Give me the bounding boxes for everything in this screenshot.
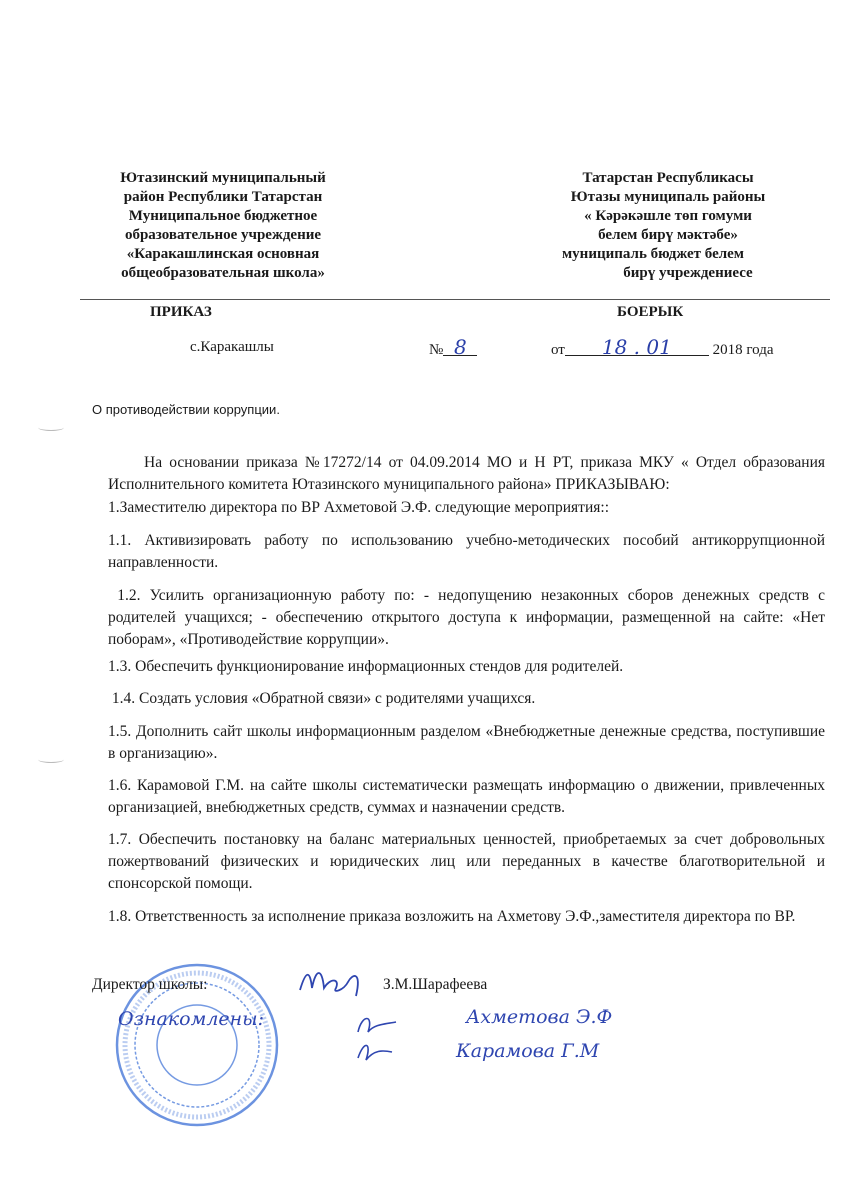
order-number	[429, 335, 477, 359]
acknowledged-signatures	[352, 1010, 402, 1070]
paragraph-1-7: 1.7. Обеспечить постановку на баланс материальных ценностей, приобретаемых за счет добровольных пожертвований физических и юридических лиц или переданных в качестве благотворительной и спонсорской помощи.	[108, 831, 825, 892]
date-value: 18 . 01	[565, 339, 709, 356]
year: 2018 года	[712, 342, 774, 358]
date-label: от	[551, 342, 565, 358]
order-date	[551, 335, 774, 359]
header-left-line: Ютазинский муниципальный	[120, 170, 326, 186]
preamble: На основании приказа №17272/14 от 04.09.2014 МО и Н РТ, приказа МКУ « Отдел образования Исполнительного комитета Ютазинского муниципального района» ПРИКАЗЫВАЮ:	[108, 454, 825, 493]
header-right-line: белем бирү мәктәбе»	[598, 227, 738, 243]
signature-name: З.М.Шарафеева	[383, 976, 488, 993]
paragraph-1: 1.Заместителю директора по ВР Ахметовой Э.Ф. следующие мероприятия::	[108, 499, 609, 516]
acknowledged-name: Ахметова Э.Ф	[466, 1006, 613, 1028]
paragraph-1-3: 1.3. Обеспечить функционирование информационных стендов для родителей.	[108, 658, 624, 675]
header-right-line: Татарстан Республикасы	[582, 170, 754, 186]
place: с.Каракашлы	[190, 339, 274, 355]
header-left-line: «Каракашлинская основная	[126, 246, 320, 262]
acknowledged-label: Ознакомлены:	[118, 1008, 265, 1030]
paragraph-1-6: 1.6. Карамовой Г.М. на сайте школы систематически размещать информацию о движении, привлеченных организацией, внебюджетных средств, суммах и назначении средств.	[108, 777, 825, 816]
header-left-line: Муниципальное бюджетное	[128, 208, 318, 224]
header-right-line: « Кәрәкәшле төп гомуми	[584, 208, 752, 224]
scan-mark	[38, 756, 64, 763]
title-tt: БОЕРЫК	[617, 304, 684, 320]
paragraph-1-8: 1.8. Ответственность за исполнение приказа возложить на Ахметову Э.Ф.,заместителя директора по ВР.	[108, 908, 796, 925]
signature-role: Директор школы:	[92, 976, 208, 993]
paragraph-1-5: 1.5. Дополнить сайт школы информационным разделом «Внебюджетные денежные средства, поступившие в организацию».	[108, 723, 825, 762]
scan-mark	[38, 424, 64, 431]
subject: О противодействии коррупции.	[92, 402, 280, 417]
header-left	[88, 169, 358, 283]
director-signature	[296, 960, 376, 1000]
header-right	[530, 169, 806, 283]
header-right-line: бирү учреждениесе	[623, 265, 753, 281]
paragraph-1-2: 1.2. Усилить организационную работу по: - недопущению незаконных сборов денежных средств с родителей учащихся; - обеспечению открытого доступа к информации, размещенной на сайте: «Нет поборам», «Противодействие коррупции».	[108, 587, 829, 648]
title-ru: ПРИКАЗ	[150, 304, 212, 320]
header-right-line: Ютазы муниципаль районы	[570, 189, 766, 205]
number-label: №	[429, 342, 444, 358]
paragraph-1-1: 1.1. Активизировать работу по использованию учебно-методических пособий антикоррупционной направленности.	[108, 532, 825, 571]
header-left-line: общеобразовательная школа»	[121, 265, 325, 281]
header-right-line: муниципаль бюджет белем	[561, 246, 745, 262]
paragraph-1-4: 1.4. Создать условия «Обратной связи» с родителями учащихся.	[108, 690, 536, 707]
number-value: 8	[443, 339, 477, 356]
acknowledged-name: Карамова Г.М	[456, 1040, 600, 1062]
header-left-line: образовательное учреждение	[124, 227, 322, 243]
header-left-line: район Республики Татарстан	[123, 189, 323, 205]
header-divider	[80, 299, 830, 300]
